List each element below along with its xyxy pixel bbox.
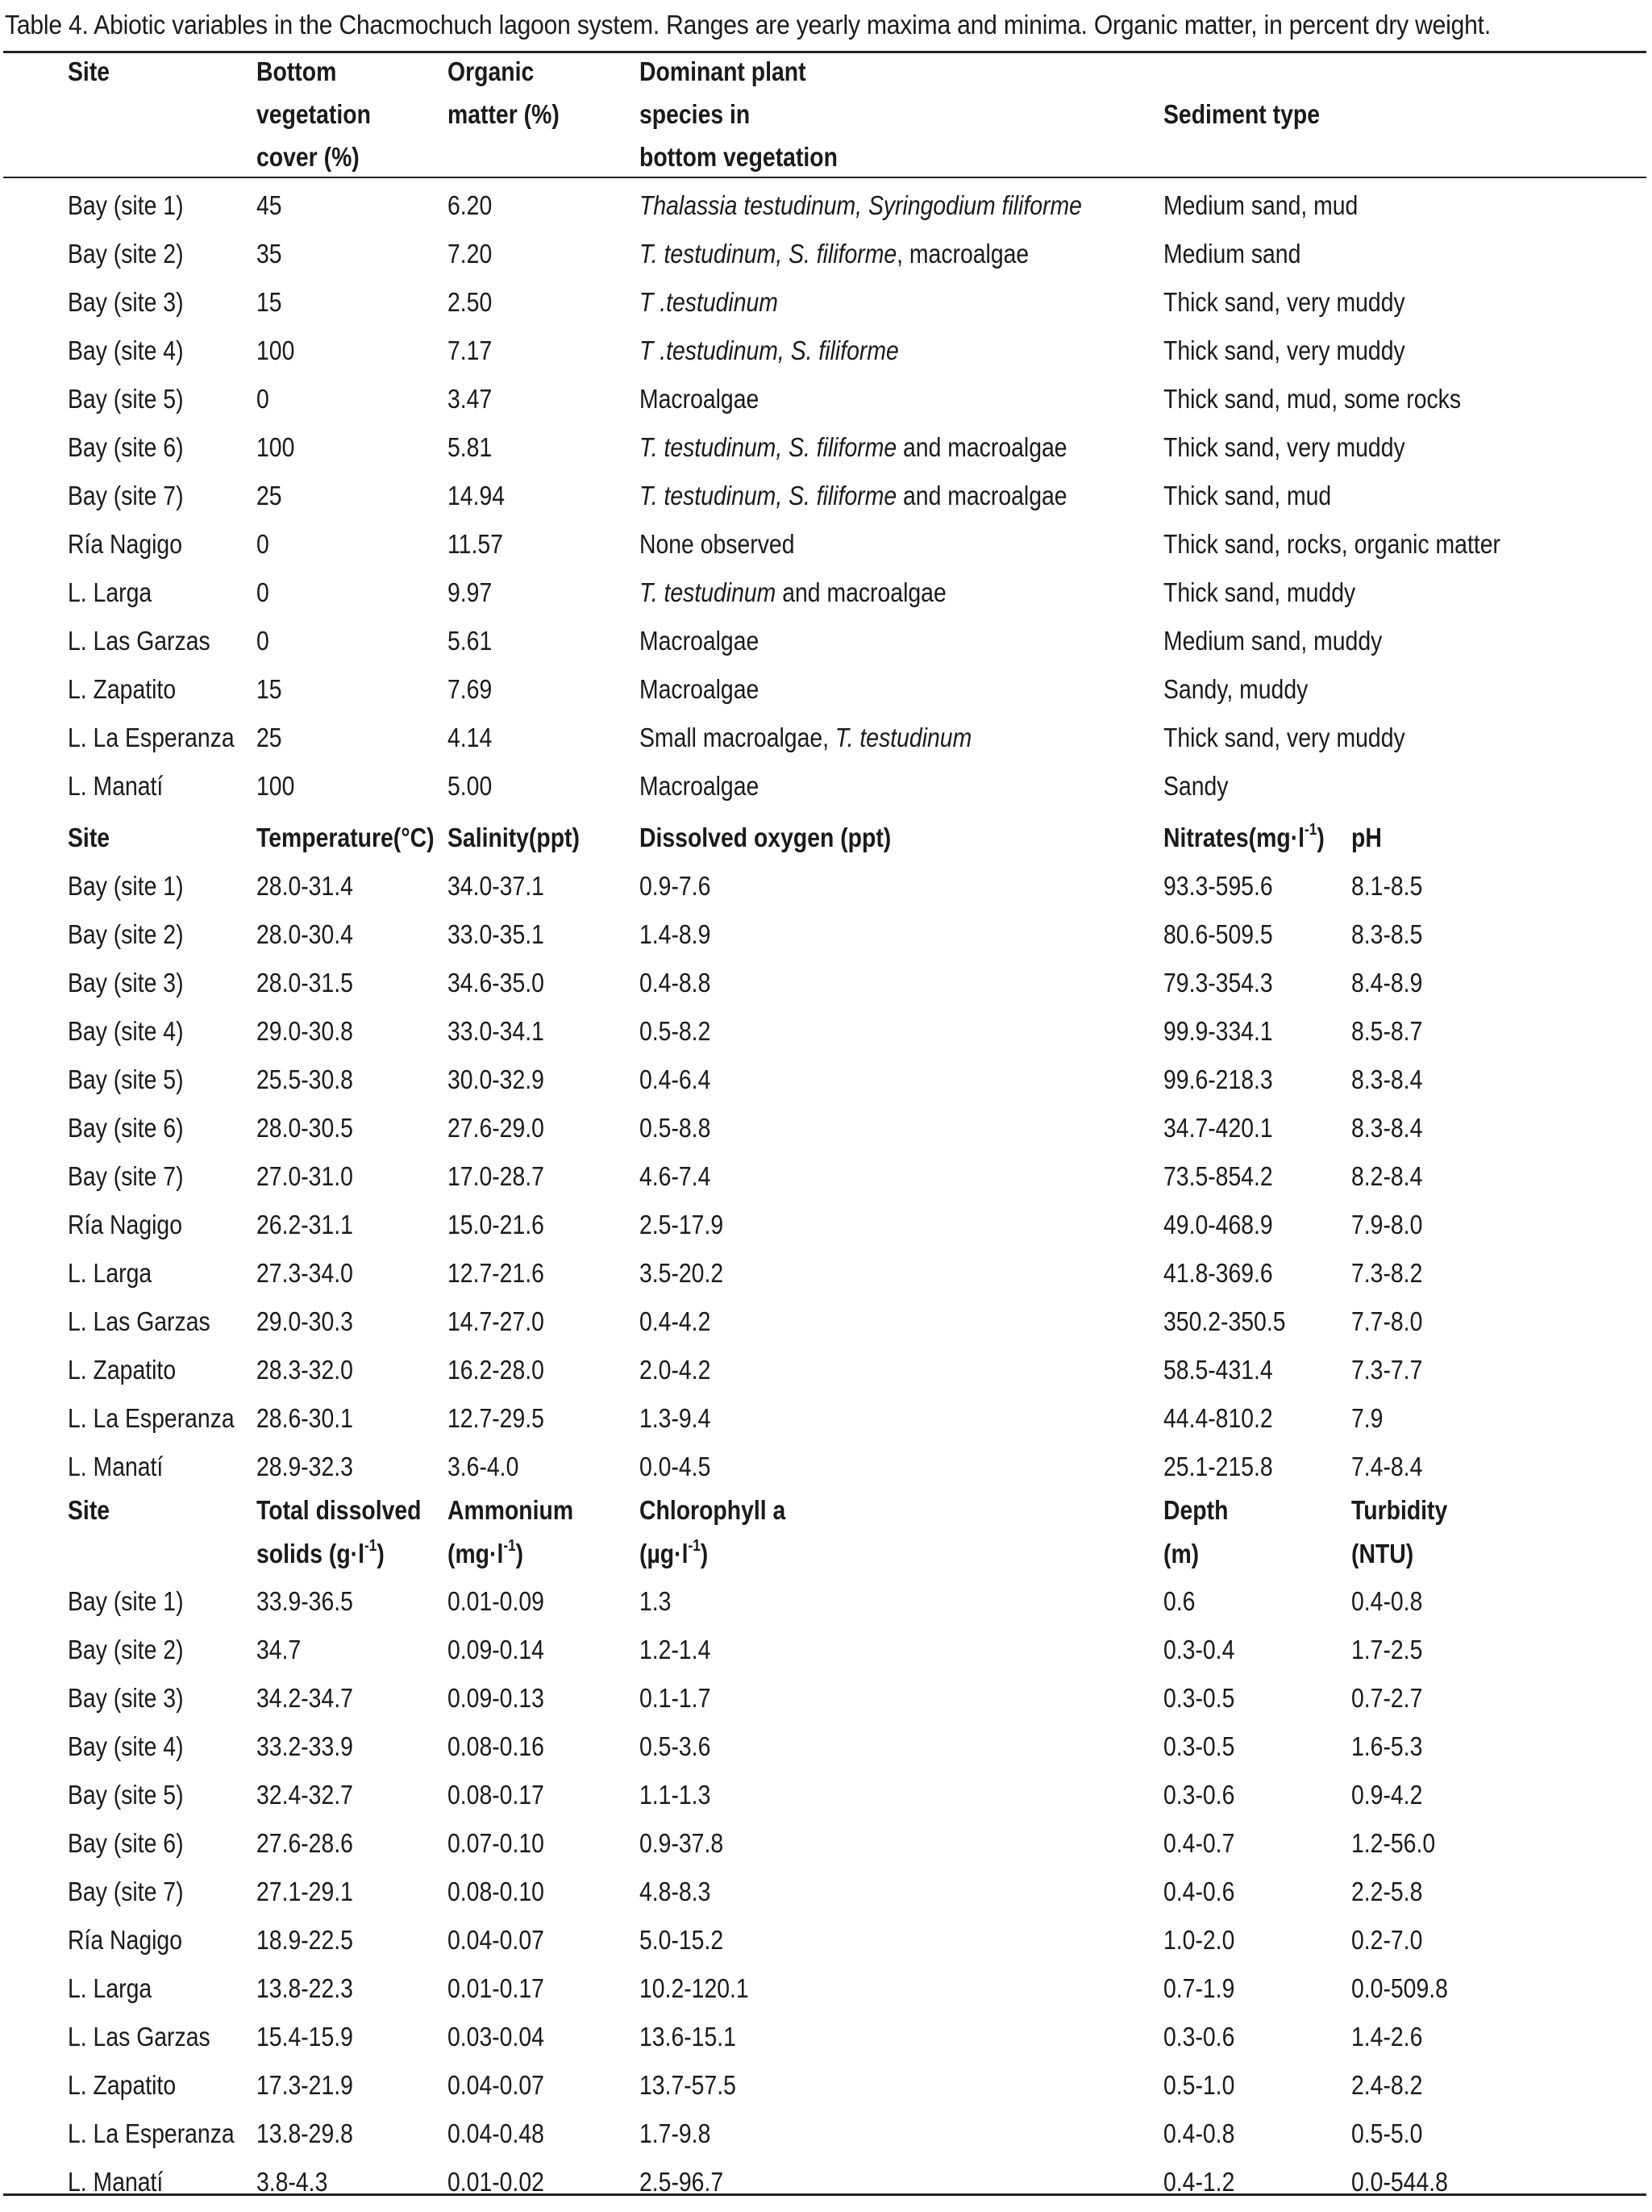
header-col2: Ammonium [447, 1495, 574, 1525]
cell-site: Bay (site 4) [68, 335, 184, 365]
cell-col4: 25.1-215.8 [1163, 1452, 1273, 1481]
cell-col3: 0.5-3.6 [639, 1731, 711, 1761]
cell-col1: 34.7 [256, 1635, 302, 1664]
cell-col2: 4.14 [447, 723, 493, 752]
header-col3: species in [639, 99, 751, 129]
cell-col1: 32.4-32.7 [256, 1780, 353, 1810]
cell-col4: 99.9-334.1 [1163, 1016, 1273, 1046]
cell-col3: 2.5-17.9 [639, 1210, 724, 1239]
cell-col4: 0.3-0.4 [1163, 1635, 1235, 1664]
text-fragment: ) [700, 1539, 709, 1568]
text-fragment: ) [1317, 823, 1325, 852]
cell-col5: 0.4-0.8 [1351, 1586, 1423, 1616]
header-col5: Turbidity [1351, 1495, 1448, 1525]
cell-col5: 1.2-56.0 [1351, 1828, 1436, 1858]
cell-col5: 7.9 [1351, 1403, 1384, 1433]
species-text: and macroalgae [897, 481, 1067, 510]
cell-col4: 79.3-354.3 [1163, 968, 1273, 998]
cell-col2: 7.69 [447, 674, 493, 704]
cell-col2: 3.6-4.0 [447, 1452, 519, 1481]
cell-col5: 2.2-5.8 [1351, 1877, 1423, 1906]
cell-col2: 33.0-34.1 [447, 1016, 544, 1046]
cell-col2: 0.08-0.16 [447, 1731, 544, 1761]
cell-col3: 0.9-37.8 [639, 1828, 724, 1858]
cell-col3: 2.5-96.7 [639, 2167, 724, 2197]
cell-col4: 0.3-0.6 [1163, 1780, 1235, 1810]
cell-site: Bay (site 3) [68, 1683, 184, 1713]
cell-col1: 100 [256, 432, 295, 462]
cell-col1: 25.5-30.8 [256, 1064, 353, 1094]
cell-col4: 0.6 [1163, 1586, 1196, 1616]
text-fragment: solids (g·l [256, 1539, 365, 1568]
cell-col4: Thick sand, muddy [1163, 577, 1356, 607]
species-italic: T. testudinum [834, 723, 972, 752]
cell-col1: 27.3-34.0 [256, 1258, 353, 1288]
cell-site: Bay (site 5) [68, 1780, 184, 1810]
cell-col2: 27.6-29.0 [447, 1113, 544, 1143]
cell-col1: 29.0-30.8 [256, 1016, 353, 1046]
cell-col1: 28.6-30.1 [256, 1403, 353, 1433]
cell-col2: 34.6-35.0 [447, 968, 544, 998]
header-col1: Bottom [256, 56, 337, 86]
header-site: Site [68, 823, 110, 852]
cell-col2: 6.20 [447, 190, 493, 220]
cell-site: Bay (site 5) [68, 1064, 184, 1094]
header-col4: Depth [1163, 1495, 1229, 1525]
cell-col1: 18.9-22.5 [256, 1925, 353, 1955]
cell-col3: 1.1-1.3 [639, 1780, 711, 1810]
superscript: -1 [1305, 821, 1317, 839]
cell-site: Bay (site 5) [68, 384, 184, 414]
header-col2: Salinity(ppt) [447, 823, 580, 852]
header-col1: cover (%) [256, 142, 360, 172]
cell-site: L. La Esperanza [68, 723, 235, 752]
cell-col1: 28.0-30.4 [256, 919, 353, 949]
cell-col3: 10.2-120.1 [639, 1973, 749, 2003]
cell-col3 [639, 723, 972, 753]
cell-site: Ría Nagigo [68, 529, 182, 559]
cell-site: L. Las Garzas [68, 2022, 210, 2052]
cell-col4: 93.3-595.6 [1163, 871, 1273, 901]
cell-col2: 7.17 [447, 335, 493, 365]
cell-col2: 12.7-29.5 [447, 1403, 544, 1433]
cell-site: L. Manatí [68, 2167, 164, 2197]
cell-col1: 27.1-29.1 [256, 1877, 353, 1906]
cell-site: L. Zapatito [68, 674, 177, 704]
cell-site: L. Las Garzas [68, 1306, 210, 1336]
species-text: and macroalgae [897, 432, 1067, 462]
cell-col4: Thick sand, mud, some rocks [1163, 384, 1462, 414]
text-fragment: ) [515, 1539, 524, 1568]
cell-col3: 13.6-15.1 [639, 2022, 736, 2052]
header-site: Site [68, 56, 110, 86]
cell-col3: 1.4-8.9 [639, 919, 711, 949]
cell-col5: 7.9-8.0 [1351, 1210, 1423, 1239]
header-col1: Total dissolved [256, 1495, 422, 1525]
cell-site: L. Zapatito [68, 2070, 177, 2100]
cell-site: Bay (site 2) [68, 919, 184, 949]
header-col4-unit: (m) [1163, 1539, 1200, 1568]
text-fragment: Nitrates(mg·l [1163, 823, 1305, 852]
cell-col2: 17.0-28.7 [447, 1161, 544, 1191]
cell-col5: 0.2-7.0 [1351, 1925, 1423, 1955]
cell-col3 [639, 239, 1029, 269]
cell-col1: 100 [256, 335, 295, 365]
cell-col4: 1.0-2.0 [1163, 1925, 1235, 1955]
cell-col4: 0.4-1.2 [1163, 2167, 1235, 2197]
cell-col4: 73.5-854.2 [1163, 1161, 1273, 1191]
cell-col4: 0.3-0.5 [1163, 1731, 1235, 1761]
cell-col2: 0.04-0.07 [447, 1925, 544, 1955]
cell-col4: Medium sand, muddy [1163, 626, 1383, 656]
cell-col2: 15.0-21.6 [447, 1210, 544, 1239]
cell-col4: 41.8-369.6 [1163, 1258, 1273, 1288]
header-col5-unit: (NTU) [1351, 1539, 1414, 1568]
cell-col3: 5.0-15.2 [639, 1925, 724, 1955]
cell-col1: 100 [256, 771, 295, 801]
cell-col2: 0.01-0.02 [447, 2167, 544, 2197]
cell-site: L. Larga [68, 1973, 152, 2003]
header-col4: Sediment type [1163, 99, 1320, 129]
cell-col1: 0 [256, 626, 269, 656]
cell-col3: 3.5-20.2 [639, 1258, 724, 1288]
cell-col2: 0.08-0.17 [447, 1780, 544, 1810]
cell-col2: 7.20 [447, 239, 493, 269]
cell-col5: 1.6-5.3 [1351, 1731, 1423, 1761]
cell-col3: 4.8-8.3 [639, 1877, 711, 1906]
header-col1: Temperature(°C) [256, 823, 435, 852]
header-col4 [1163, 823, 1325, 853]
cell-site: L. La Esperanza [68, 1403, 235, 1433]
header-rule [3, 177, 1646, 178]
header-col3: bottom vegetation [639, 142, 838, 172]
cell-col5: 8.3-8.4 [1351, 1064, 1423, 1094]
cell-col1: 28.0-30.5 [256, 1113, 353, 1143]
cell-col4: Medium sand, mud [1163, 190, 1359, 220]
cell-col2: 0.03-0.04 [447, 2022, 544, 2052]
cell-col5: 0.0-544.8 [1351, 2167, 1448, 2197]
cell-col3: 0.1-1.7 [639, 1683, 711, 1713]
species-italic: Thalassia testudinum, Syringodium filiforme [639, 190, 1082, 220]
cell-col3 [639, 287, 778, 318]
cell-col1: 25 [256, 723, 282, 752]
superscript: -1 [688, 1537, 701, 1555]
cell-col1: 26.2-31.1 [256, 1210, 353, 1239]
cell-site: Bay (site 4) [68, 1731, 184, 1761]
species-italic: T. testudinum [639, 577, 776, 607]
cell-col1: 3.8-4.3 [256, 2167, 328, 2197]
cell-col5: 8.1-8.5 [1351, 871, 1423, 901]
cell-col4: Medium sand [1163, 239, 1301, 269]
cell-col4: 0.4-0.6 [1163, 1877, 1235, 1906]
cell-col4: Thick sand, mud [1163, 481, 1332, 510]
cell-col4: 0.3-0.5 [1163, 1683, 1235, 1713]
cell-col1: 13.8-22.3 [256, 1973, 353, 2003]
cell-site: Bay (site 7) [68, 1877, 184, 1906]
cell-col3: Macroalgae [639, 771, 759, 801]
cell-col3: 4.6-7.4 [639, 1161, 711, 1191]
cell-col5: 0.7-2.7 [1351, 1683, 1423, 1713]
cell-col2: 11.57 [447, 529, 503, 559]
cell-site: Bay (site 2) [68, 239, 184, 269]
table-caption: Table 4. Abiotic variables in the Chacmochuch lagoon system. Ranges are yearly maxima and minima. Organic matter, in percent dry weight. [5, 10, 1492, 40]
cell-col2: 14.94 [447, 481, 506, 510]
cell-col2: 33.0-35.1 [447, 919, 544, 949]
cell-col4: 58.5-431.4 [1163, 1355, 1273, 1385]
cell-site: Bay (site 3) [68, 287, 184, 317]
cell-col2: 30.0-32.9 [447, 1064, 544, 1094]
cell-site: Bay (site 7) [68, 481, 184, 510]
cell-col4: Thick sand, very muddy [1163, 723, 1405, 752]
cell-site: Ría Nagigo [68, 1925, 182, 1955]
cell-site: Bay (site 3) [68, 968, 184, 998]
cell-col3 [639, 577, 947, 608]
cell-col1: 27.6-28.6 [256, 1828, 353, 1858]
cell-site: Bay (site 1) [68, 190, 184, 220]
cell-col3: 13.7-57.5 [639, 2070, 736, 2100]
cell-col3: 1.2-1.4 [639, 1635, 711, 1664]
cell-site: L. Larga [68, 577, 152, 607]
cell-site: Bay (site 6) [68, 1828, 184, 1858]
cell-site: Bay (site 1) [68, 1586, 184, 1616]
cell-col5: 8.5-8.7 [1351, 1016, 1423, 1046]
cell-col4: 0.4-0.8 [1163, 2118, 1235, 2148]
cell-col2: 3.47 [447, 384, 493, 414]
cell-site: Bay (site 6) [68, 432, 184, 462]
cell-col4: 80.6-509.5 [1163, 919, 1273, 949]
species-italic: T. testudinum, S. filiforme [639, 481, 897, 510]
cell-col1: 0 [256, 529, 269, 559]
cell-col3: 0.5-8.2 [639, 1016, 711, 1046]
species-text: Small macroalgae, [639, 723, 835, 752]
cell-col5: 1.4-2.6 [1351, 2022, 1423, 2052]
cell-site: Bay (site 2) [68, 1635, 184, 1664]
cell-col3 [639, 335, 899, 366]
cell-col3: 0.9-7.6 [639, 871, 711, 901]
cell-col1: 34.2-34.7 [256, 1683, 353, 1713]
cell-col3: 1.7-9.8 [639, 2118, 711, 2148]
cell-col4: 0.7-1.9 [1163, 1973, 1235, 2003]
species-text: and macroalgae [776, 577, 947, 607]
cell-col4: 350.2-350.5 [1163, 1306, 1286, 1336]
header-col3-unit [639, 1539, 708, 1569]
cell-col1: 25 [256, 481, 282, 510]
species-italic: T. testudinum, S. filiforme [639, 432, 897, 462]
header-col5: pH [1351, 823, 1382, 852]
cell-col1: 45 [256, 190, 282, 220]
cell-col5: 1.7-2.5 [1351, 1635, 1423, 1664]
header-col3: Dominant plant [639, 56, 806, 86]
cell-col1: 28.9-32.3 [256, 1452, 353, 1481]
cell-site: L. Manatí [68, 1452, 164, 1481]
cell-site: Bay (site 7) [68, 1161, 184, 1191]
cell-col2: 0.07-0.10 [447, 1828, 544, 1858]
cell-col1: 15 [256, 674, 282, 704]
header-col2: matter (%) [447, 99, 560, 129]
species-italic: T .testudinum, S. filiforme [639, 335, 899, 365]
superscript: -1 [364, 1537, 377, 1555]
cell-col4: Thick sand, very muddy [1163, 432, 1405, 462]
cell-col1: 33.2-33.9 [256, 1731, 353, 1761]
cell-col2: 0.04-0.07 [447, 2070, 544, 2100]
cell-col3: 0.0-4.5 [639, 1452, 711, 1481]
cell-col2: 14.7-27.0 [447, 1306, 544, 1336]
cell-col3: 0.4-8.8 [639, 968, 711, 998]
cell-col3: Macroalgae [639, 626, 759, 656]
cell-col2: 12.7-21.6 [447, 1258, 544, 1288]
cell-col5: 8.3-8.5 [1351, 919, 1423, 949]
cell-col5: 8.4-8.9 [1351, 968, 1423, 998]
cell-col1: 15.4-15.9 [256, 2022, 353, 2052]
cell-col5: 0.9-4.2 [1351, 1780, 1423, 1810]
cell-col3: Macroalgae [639, 674, 759, 704]
cell-col2: 34.0-37.1 [447, 871, 544, 901]
text-fragment: ) [377, 1539, 385, 1568]
cell-col2: 0.04-0.48 [447, 2118, 544, 2148]
cell-col5: 7.3-8.2 [1351, 1258, 1423, 1288]
superscript: -1 [503, 1537, 516, 1555]
cell-col2: 2.50 [447, 287, 493, 317]
cell-col2: 5.61 [447, 626, 493, 656]
species-italic: T .testudinum [639, 287, 778, 317]
top-rule [3, 51, 1646, 53]
cell-col1: 35 [256, 239, 282, 269]
cell-col5: 7.3-7.7 [1351, 1355, 1423, 1385]
cell-site: Bay (site 1) [68, 871, 184, 901]
cell-col2: 16.2-28.0 [447, 1355, 544, 1385]
cell-col4: 99.6-218.3 [1163, 1064, 1273, 1094]
cell-col1: 15 [256, 287, 282, 317]
cell-col3: 0.4-4.2 [639, 1306, 711, 1336]
cell-site: L. La Esperanza [68, 2118, 235, 2148]
cell-col1: 28.0-31.4 [256, 871, 353, 901]
cell-col1: 0 [256, 577, 269, 607]
cell-col2: 0.08-0.10 [447, 1877, 544, 1906]
cell-col2: 0.09-0.14 [447, 1635, 544, 1664]
cell-col4: Thick sand, very muddy [1163, 287, 1405, 317]
cell-col2: 5.00 [447, 771, 493, 801]
header-col1-unit [256, 1539, 385, 1569]
cell-site: L. Larga [68, 1258, 152, 1288]
cell-col3 [639, 481, 1067, 511]
cell-col2: 5.81 [447, 432, 493, 462]
cell-col1: 29.0-30.3 [256, 1306, 353, 1336]
cell-col4: Thick sand, very muddy [1163, 335, 1405, 365]
cell-col4: Thick sand, rocks, organic matter [1163, 529, 1500, 559]
species-italic: T. testudinum, S. filiforme [639, 239, 897, 269]
cell-col1: 28.3-32.0 [256, 1355, 353, 1385]
cell-col3: Macroalgae [639, 384, 759, 414]
cell-site: L. Zapatito [68, 1355, 177, 1385]
cell-col4: Sandy, muddy [1163, 674, 1309, 704]
cell-col1: 17.3-21.9 [256, 2070, 353, 2100]
cell-col3 [639, 432, 1067, 463]
cell-col5: 0.0-509.8 [1351, 1973, 1448, 2003]
cell-col4: Sandy [1163, 771, 1229, 801]
cell-col4: 44.4-810.2 [1163, 1403, 1273, 1433]
cell-col3: 1.3 [639, 1586, 672, 1616]
cell-col3: None observed [639, 529, 795, 559]
cell-col3: 2.0-4.2 [639, 1355, 711, 1385]
cell-col1: 13.8-29.8 [256, 2118, 353, 2148]
cell-col5: 8.3-8.4 [1351, 1113, 1423, 1143]
header-col2: Organic [447, 56, 535, 86]
header-col2-unit [447, 1539, 523, 1569]
cell-col5: 7.4-8.4 [1351, 1452, 1423, 1481]
cell-col3: 0.5-8.8 [639, 1113, 711, 1143]
cell-col1: 0 [256, 384, 269, 414]
cell-col4: 0.5-1.0 [1163, 2070, 1235, 2100]
cell-col5: 7.7-8.0 [1351, 1306, 1423, 1336]
text-fragment: (mg·l [447, 1539, 504, 1568]
cell-col2: 0.01-0.09 [447, 1586, 544, 1616]
cell-col4: 0.4-0.7 [1163, 1828, 1235, 1858]
cell-col1: 28.0-31.5 [256, 968, 353, 998]
cell-col3: 0.4-6.4 [639, 1064, 711, 1094]
cell-col5: 8.2-8.4 [1351, 1161, 1423, 1191]
text-fragment: (µg·l [639, 1539, 689, 1568]
cell-col4: 34.7-420.1 [1163, 1113, 1273, 1143]
cell-col4: 0.3-0.6 [1163, 2022, 1235, 2052]
species-text: , macroalgae [897, 239, 1030, 269]
cell-col3: 1.3-9.4 [639, 1403, 711, 1433]
cell-col5: 2.4-8.2 [1351, 2070, 1423, 2100]
cell-col1: 33.9-36.5 [256, 1586, 353, 1616]
cell-col4: 49.0-468.9 [1163, 1210, 1273, 1239]
header-col3: Dissolved oxygen (ppt) [639, 823, 892, 852]
cell-col5: 0.5-5.0 [1351, 2118, 1423, 2148]
header-col1: vegetation [256, 99, 371, 129]
cell-site: Bay (site 6) [68, 1113, 184, 1143]
cell-site: Ría Nagigo [68, 1210, 182, 1239]
cell-site: L. Manatí [68, 771, 164, 801]
cell-col1: 27.0-31.0 [256, 1161, 353, 1191]
cell-col3 [639, 190, 1082, 221]
cell-col2: 9.97 [447, 577, 493, 607]
cell-site: Bay (site 4) [68, 1016, 184, 1046]
header-col3: Chlorophyll a [639, 1495, 786, 1525]
cell-col2: 0.01-0.17 [447, 1973, 544, 2003]
header-site: Site [68, 1495, 110, 1525]
cell-site: L. Las Garzas [68, 626, 210, 656]
cell-col2: 0.09-0.13 [447, 1683, 544, 1713]
